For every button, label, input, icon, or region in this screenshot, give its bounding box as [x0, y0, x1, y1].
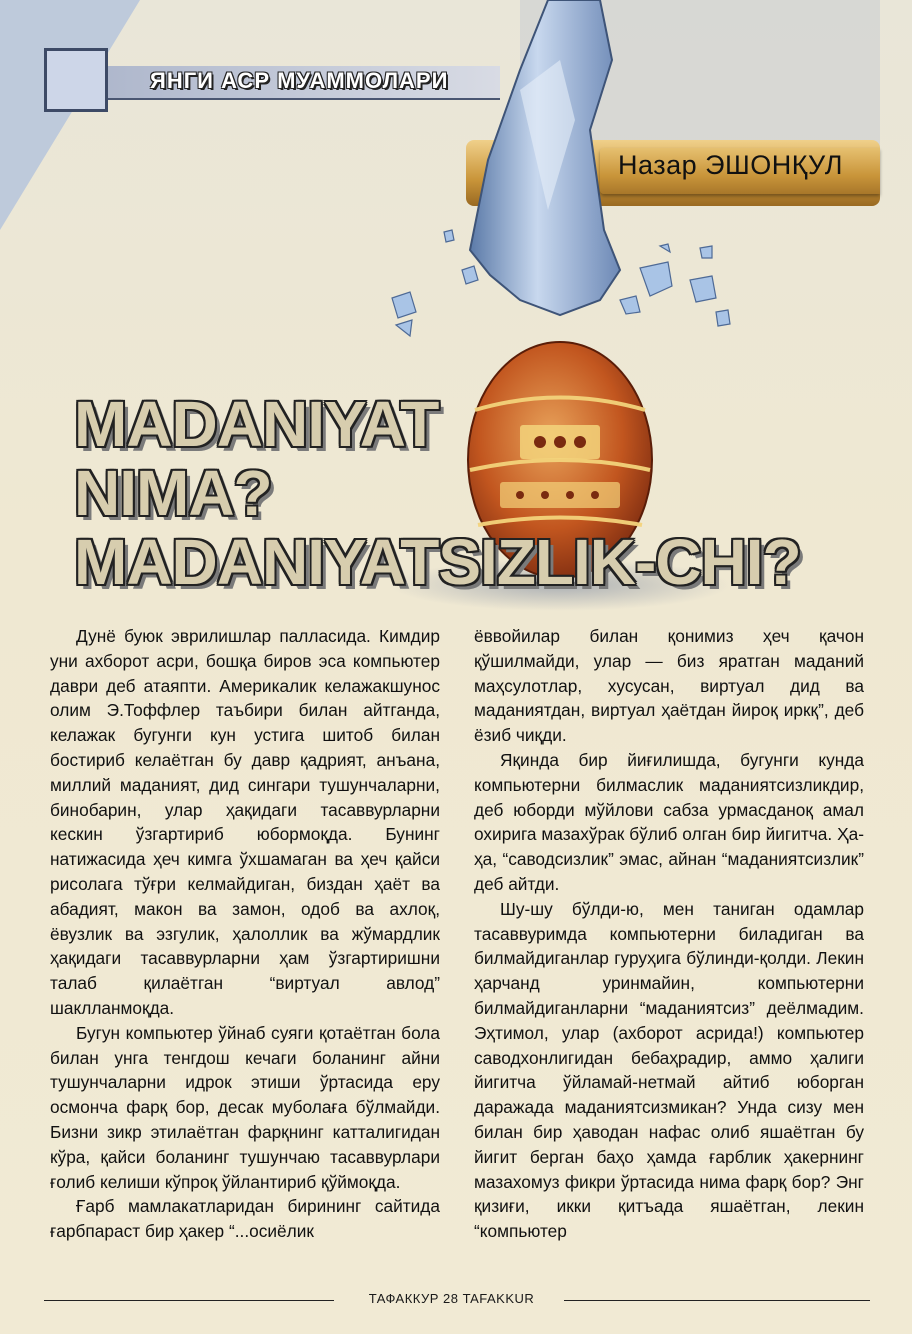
paragraph: Шу-шу бўлди-ю, мен таниган одамлар тасаввуримда компьютерни биладиган ва билмайдиганлар гуруҳига бўлинди-қолди. Лекин ҳарчанд уринмайин, компьютерни билмайдиганларни “маданиятсиз” деёлмадим. Эҳтимол, улар (ахборот асрида!) компьютер саводхонлигидан бебаҳрадир, аммо ҳалиги йигитча ўйламай-нетмай айтиб юборган даражада маданиятсизмикан? Унда сизу мен билан бир ҳаводан нафас олиб яшаётган бу йигит берган баҳо ҳамда ғарблик ҳакернинг мазахомуз фикри ўртасида нима фарқ бор? Энг қизиғи, икки қитъада яшаётган, лекин “компьютер	[474, 898, 864, 1242]
paragraph: Ғарб мамлакатларидан бирининг сайтида ғарбпараст бир ҳакер “...осиёлик	[50, 1196, 440, 1242]
footer-page-number: ТАФАККУР 28 TAFAKKUR	[368, 1291, 535, 1306]
headline-line-1: MADANIYAT	[74, 388, 439, 460]
footer-rule-right	[564, 1300, 870, 1301]
rubric-title: ЯНГИ АСР МУАММОЛАРИ	[150, 68, 449, 93]
headline-line-3: MADANIYATSIZLIK-CHI?	[74, 526, 801, 598]
page-footer	[44, 1290, 870, 1310]
author-name: Назар ЭШОНҚУЛ	[618, 150, 843, 180]
paragraph: Дунё буюк эврилишлар палласида. Кимдир уни ахборот асри, бошқа биров эса компьютер даври деб атаяпти. Америкалик келажакшунос олим Э.Тоффлер таъбири билан айтганда, келажак бугунги кун устига шитоб билан бостириб келаётган бу давр қадрият, анъана, миллий маданият, дид сингари тушунчаларни, бинобарин, улар ҳақидаги тасаввурларни кескин ўзгартириб юбормоқда. Бунинг натижасида ҳеч кимга ўхшамаган ва ҳеч қайси рисолага тўғри келмайдиган, биздан ҳаёт ва абадият, макон ва замон, одоб ва ахлоқ, ёвузлик ва эзгулик, ҳалоллик ва жўмардлик ҳақидаги тасаввурларни ҳам ўзгартиришни талаб қилаётган “виртуал авлод” шаклланмоқда.	[50, 626, 440, 1018]
body-column-right	[474, 624, 864, 1244]
paragraph: Бугун компьютер ўйнаб суяги қотаётган бола билан унга тенгдош кечаги боланинг айни тушунчаларни идрок этиши ўртасида еру осмонча фарқ бор, десак муболаға бўлмайди. Бизни зикр этилаётган фарқнинг катталигидан кўра, қайси боланинг тушунчаю тасаввурлари ғолиб келиши кўпроқ ўйлантириб қўймоқда.	[50, 1022, 440, 1192]
paragraph: Яқинда бир йиғилишда, бугунги кунда компьютерни билмаслик маданиятсизликдир, деб юборди мўйлови сабза урмасданоқ амал охирига мазахўрак бўлиб олган бир йигитча. Ҳа-ҳа, “саводсизлик” эмас, айнан “маданиятсизлик” деб айтди.	[474, 749, 864, 894]
article-headline	[74, 390, 801, 597]
paragraph: ёввойилар билан қонимиз ҳеч қачон қўшилмайди, улар — биз яратган маданий маҳсулотлар, хусусан, виртуал дид ва маданиятдан, виртуал ҳаётдан йироқ иркқ”, деб ёзиб чиқди.	[474, 626, 864, 746]
body-column-left	[50, 624, 440, 1244]
headline-line-2: NIMA?	[74, 457, 272, 529]
footer-rule-left	[44, 1300, 334, 1301]
